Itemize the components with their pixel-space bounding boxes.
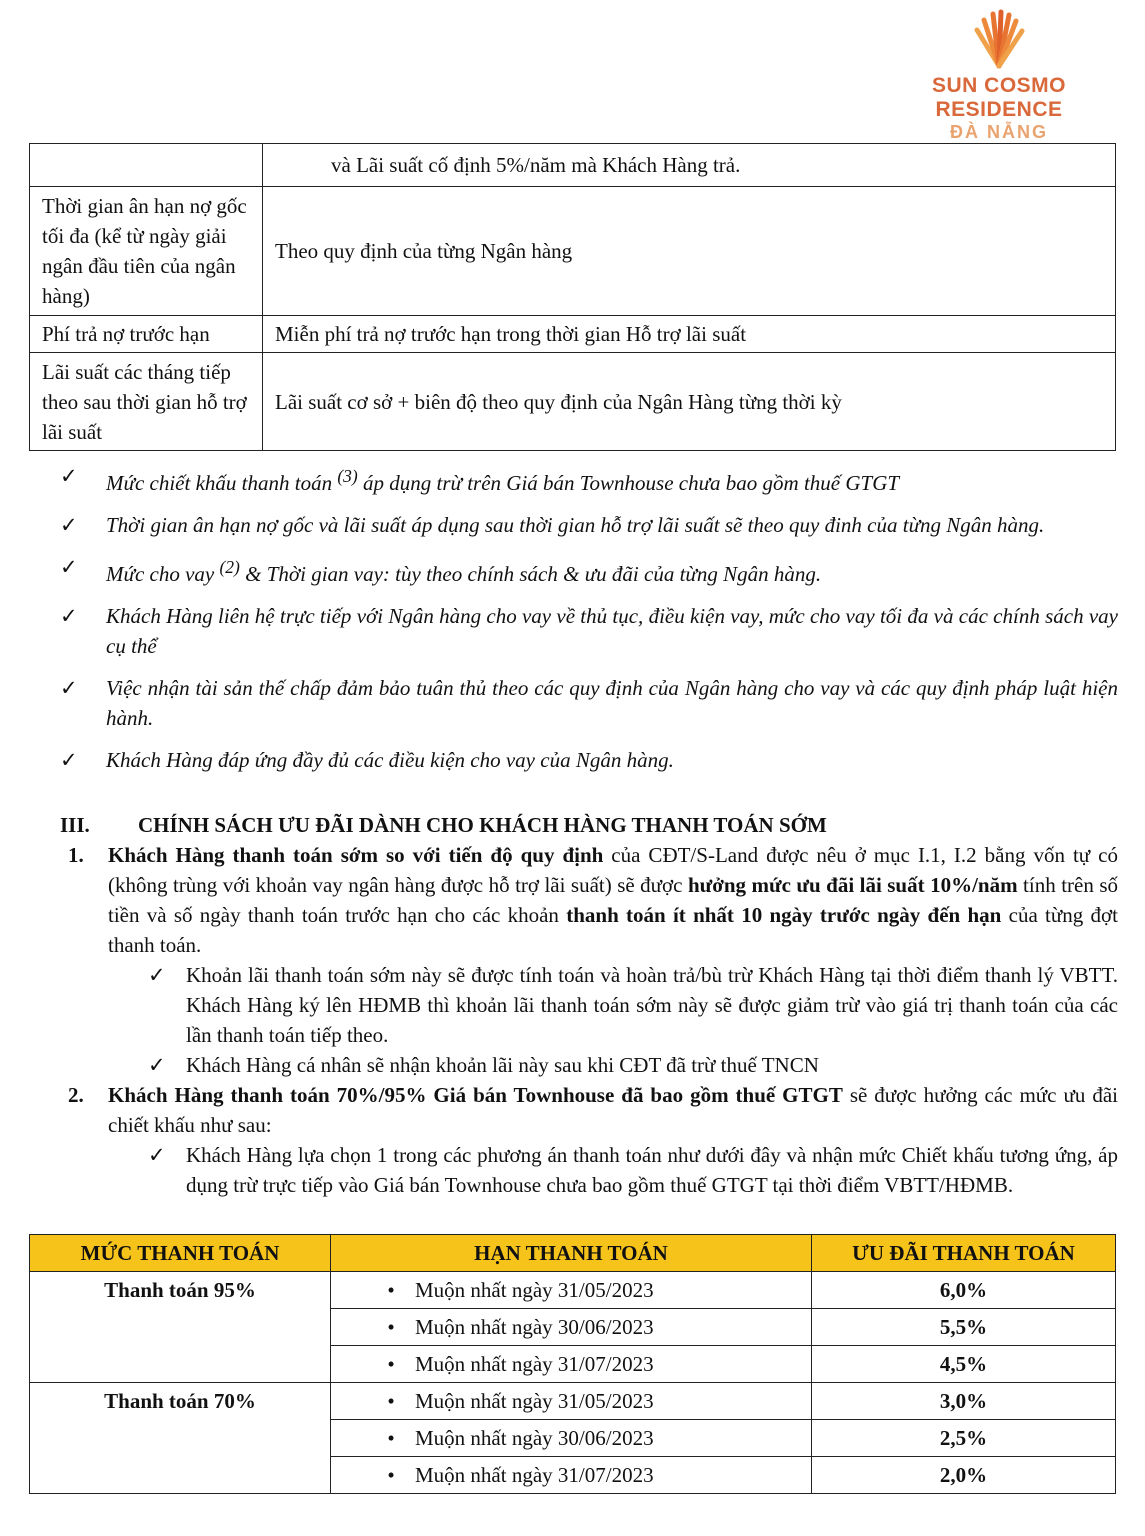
deadline-cell: • Muộn nhất ngày 31/07/2023 xyxy=(331,1457,812,1494)
discount-cell: 2,5% xyxy=(812,1420,1116,1457)
deadline-cell: • Muộn nhất ngày 31/05/2023 xyxy=(331,1383,812,1420)
section-early-payment xyxy=(60,810,1118,1200)
notes-list xyxy=(60,461,1118,787)
table-row xyxy=(30,353,1116,451)
discount-cell: 3,0% xyxy=(812,1383,1116,1420)
checkmark-icon: ✓ xyxy=(148,1053,166,1077)
list-item: ✓ Khoản lãi thanh toán sớm này sẽ được tính toán và hoàn trả/bù trừ Khách Hàng tại thời điểm thanh lý VBTT. Khách Hàng ký lên HĐMB thì khoản lãi thanh toán sớm này sẽ được giảm trừ vào giá trị thanh toán của các lần thanh toán tiếp theo. xyxy=(60,960,1118,1050)
bullet-icon: • xyxy=(387,1462,395,1487)
policy-item-2: 2. Khách Hàng thanh toán 70%/95% Giá bán Townhouse đã bao gồm thuế GTGT sẽ được hưởng các mức ưu đãi chiết khấu như sau: xyxy=(68,1083,1118,1137)
bullet-icon: • xyxy=(387,1425,395,1450)
brand-logo xyxy=(892,8,1106,142)
row-label: Phí trả nợ trước hạn xyxy=(30,316,263,353)
checkmark-icon: ✓ xyxy=(60,604,78,628)
table-row xyxy=(30,316,1116,353)
row-label xyxy=(30,144,263,187)
checkmark-icon: ✓ xyxy=(148,1143,166,1167)
deadline-cell: • Muộn nhất ngày 31/05/2023 xyxy=(331,1272,812,1309)
list-item: ✓ Khách Hàng cá nhân sẽ nhận khoản lãi này sau khi CĐT đã trừ thuế TNCN xyxy=(60,1050,1118,1080)
list-item: ✓ Mức chiết khấu thanh toán $^{(3)}$ áp dụng trừ trên Giá bán Townhouse chưa bao gồm thuế GTGT xyxy=(60,461,1118,498)
checkmark-icon: ✓ xyxy=(60,748,78,772)
bullet-icon: • xyxy=(387,1388,395,1413)
bullet-icon: • xyxy=(387,1314,395,1339)
logo-location: ĐÀ NẴNG xyxy=(950,122,1048,142)
payment-level: Thanh toán 70% xyxy=(30,1383,331,1494)
list-item: ✓ Khách Hàng lựa chọn 1 trong các phương án thanh toán như dưới đây và nhận mức Chiết khấu tương ứng, áp dụng trừ trực tiếp vào Giá bán Townhouse chưa bao gồm thuế GTGT tại thời điểm VBTT/HĐMB. xyxy=(60,1140,1118,1200)
deadline-cell: • Muộn nhất ngày 30/06/2023 xyxy=(331,1420,812,1457)
payment-discount-table xyxy=(29,1234,1116,1494)
loan-terms-table xyxy=(29,143,1116,451)
column-header: MỨC THANH TOÁN xyxy=(30,1235,331,1272)
list-item: ✓ Khách Hàng đáp ứng đầy đủ các điều kiện cho vay của Ngân hàng. xyxy=(60,745,1118,775)
row-value: Lãi suất cơ sở + biên độ theo quy định của Ngân Hàng từng thời kỳ xyxy=(263,353,1116,451)
table-header xyxy=(30,1235,1116,1272)
sun-shell-icon xyxy=(969,8,1029,70)
policy-item-1: 1. Khách Hàng thanh toán sớm so với tiến độ quy định của CĐT/S-Land được nêu ở mục I.1, I.2 bằng vốn tự có (không trùng với khoản vay ngân hàng được hỗ trợ lãi suất) sẽ được hưởng mức ưu đãi lãi suất 10%/năm tính trên số tiền và số ngày thanh toán trước hạn cho các khoản thanh toán ít nhất 10 ngày trước ngày đến hạn của từng đợt thanh toán. xyxy=(68,843,1118,957)
section-title: III. CHÍNH SÁCH ƯU ĐÃI DÀNH CHO KHÁCH HÀNG THANH TOÁN SỚM xyxy=(60,813,827,837)
checkmark-icon: ✓ xyxy=(60,555,78,579)
list-item: ✓ Thời gian ân hạn nợ gốc và lãi suất áp dụng sau thời gian hỗ trợ lãi suất sẽ theo quy đinh của từng Ngân hàng. xyxy=(60,510,1118,540)
row-label: Lãi suất các tháng tiếp theo sau thời gian hỗ trợ lãi suất xyxy=(30,353,263,451)
bullet-icon: • xyxy=(387,1351,395,1376)
logo-wordmark: SUN COSMO RESIDENCE xyxy=(931,74,1066,121)
payment-level: Thanh toán 95% xyxy=(30,1272,331,1383)
row-value: Miễn phí trả nợ trước hạn trong thời gian Hỗ trợ lãi suất xyxy=(263,316,1116,353)
checkmark-icon: ✓ xyxy=(60,513,78,537)
column-header: HẠN THANH TOÁN xyxy=(331,1235,812,1272)
table-row xyxy=(30,1272,1116,1309)
discount-cell: 4,5% xyxy=(812,1346,1116,1383)
row-label: Thời gian ân hạn nợ gốc tối đa (kể từ ngày giải ngân đầu tiên của ngân hàng) xyxy=(30,187,263,316)
row-value: và Lãi suất cố định 5%/năm mà Khách Hàng trả. xyxy=(263,144,1116,187)
checkmark-icon: ✓ xyxy=(60,464,78,488)
table-row xyxy=(30,1383,1116,1420)
discount-cell: 2,0% xyxy=(812,1457,1116,1494)
column-header: ƯU ĐÃI THANH TOÁN xyxy=(812,1235,1116,1272)
deadline-cell: • Muộn nhất ngày 30/06/2023 xyxy=(331,1309,812,1346)
list-item: ✓ Mức cho vay $^{(2)}$ & Thời gian vay: tùy theo chính sách & ưu đãi của từng Ngân hàng. xyxy=(60,552,1118,589)
checkmark-icon: ✓ xyxy=(148,963,166,987)
list-item: ✓ Khách Hàng liên hệ trực tiếp với Ngân hàng cho vay về thủ tục, điều kiện vay, mức cho vay tối đa và các chính sách vay cụ thể xyxy=(60,601,1118,661)
row-value: Theo quy định của từng Ngân hàng xyxy=(263,187,1116,316)
bullet-icon: • xyxy=(387,1277,395,1302)
table-row xyxy=(30,187,1116,316)
checkmark-icon: ✓ xyxy=(60,676,78,700)
list-item: ✓ Việc nhận tài sản thế chấp đảm bảo tuân thủ theo các quy định của Ngân hàng cho vay và các quy định pháp luật hiện hành. xyxy=(60,673,1118,733)
discount-cell: 6,0% xyxy=(812,1272,1116,1309)
table-row xyxy=(30,144,1116,187)
discount-cell: 5,5% xyxy=(812,1309,1116,1346)
deadline-cell: • Muộn nhất ngày 31/07/2023 xyxy=(331,1346,812,1383)
